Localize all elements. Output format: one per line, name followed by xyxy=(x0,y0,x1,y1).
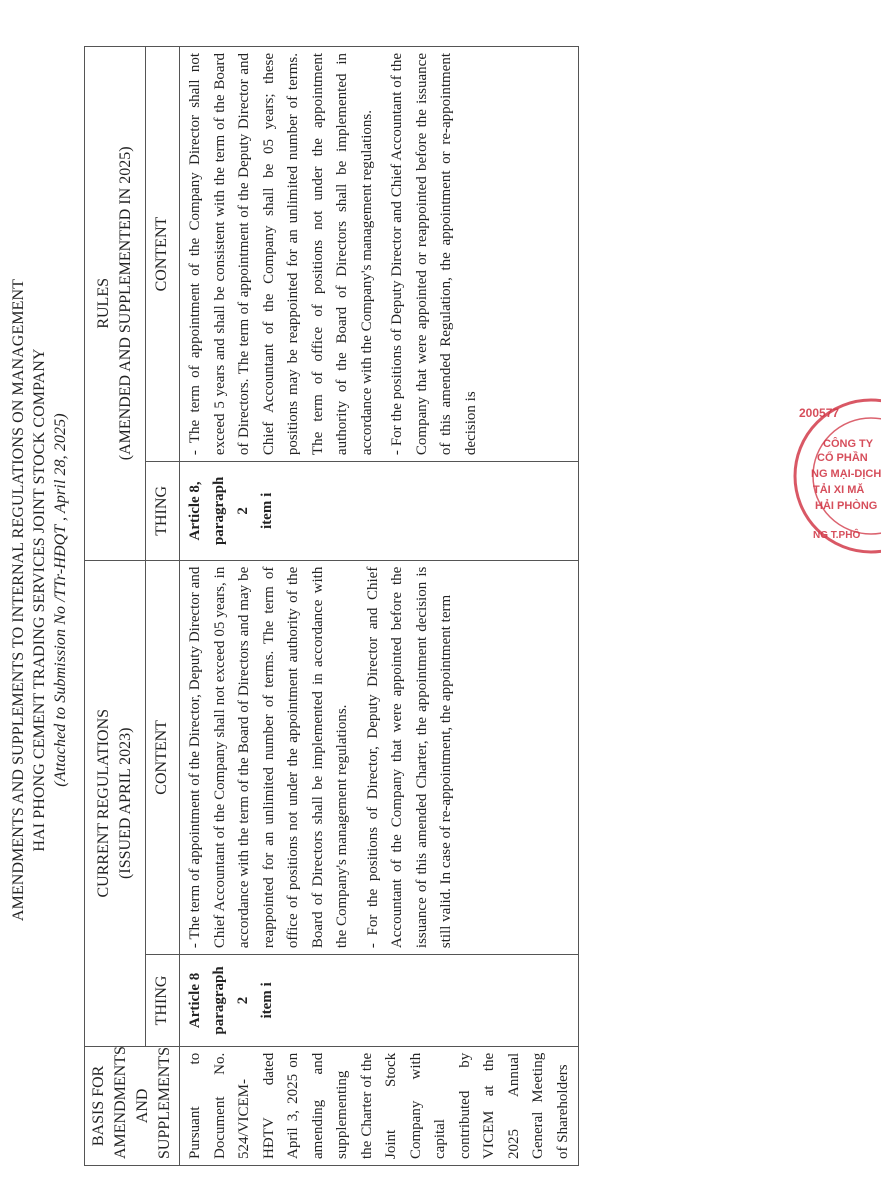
current-thing-header: THING xyxy=(145,955,179,1047)
rules-reference-cell xyxy=(180,462,579,561)
rules-header xyxy=(85,47,146,561)
rules-paragraph: paragraph xyxy=(211,476,227,546)
rules-thing-header: THING xyxy=(145,462,179,561)
header-title: AMENDMENTS AND SUPPLEMENTS TO INTERNAL REGULATIONS ON MANAGEMENT xyxy=(10,278,27,922)
current-header-issued: (ISSUED APRIL 2023) xyxy=(116,727,134,879)
current-article: Article 8 xyxy=(187,972,203,1029)
document-header xyxy=(8,24,71,1176)
seal-code: 200577 xyxy=(799,406,840,420)
current-content-paragraph-2: - For the positions of Director, Deputy Director and Chief Accountant of the Company that were appointed before the issuance of this amended Charter, the appointment decision is still valid. In case of re-appointment, the appointment term xyxy=(364,566,454,949)
rules-header-title: RULES xyxy=(94,278,112,329)
seal-line-company: CÔNG TY xyxy=(823,438,874,450)
rules-content-header: CONTENT xyxy=(145,47,179,462)
header-company: HAI PHONG CEMENT TRADING SERVICES JOINT STOCK COMPANY xyxy=(31,348,48,852)
seal-line-joint-stock: CỔ PHẦN xyxy=(817,452,868,464)
current-reference-cell xyxy=(180,955,579,1047)
table-header-row xyxy=(85,47,146,1166)
current-item: item i xyxy=(259,982,275,1019)
rules-header-amended: (AMENDED AND SUPPLEMENTED IN 2025) xyxy=(116,146,134,461)
seal-line-cement: TẢI XI MĂ xyxy=(813,484,865,496)
rules-paragraph-number: 2 xyxy=(235,507,251,515)
current-paragraph: paragraph xyxy=(211,966,227,1035)
current-header-title: CURRENT REGULATIONS xyxy=(94,708,112,898)
current-content-cell xyxy=(180,560,579,954)
rules-content-paragraph-1: - The term of appointment of the Company Director shall not exceed 5 years and shall be consistent with the term of the Board of Directors. The term of appointment of the Deputy Director and Chief Accountant of the Company shall be 05 years; these positions may be reappointed for an unlimited number of terms. The term of office of positions not under the appointment authority of the Board of Directors shall be implemented in accordance with the Company's management regulations. xyxy=(187,53,375,456)
table-subheader-row xyxy=(145,47,179,1166)
current-content-paragraph-1: - The term of appointment of the Director, Deputy Director and Chief Accountant of the Company shall not exceed 05 years, in accordance with the term of the Board of Directors and may be reappointed for an unlimited number of terms. The term of office of positions not under the appointment authority of the Board of Directors shall be implemented in accordance with the Company's management regulations. xyxy=(187,566,350,949)
current-paragraph-number: 2 xyxy=(235,996,251,1005)
seal-line-city: NG T.PHÔ xyxy=(813,530,861,541)
basis-cell: Pursuant to Document No. 524/VICEM-HĐTV dated April 3, 2025 on amending and supplementing the Charter of the Joint Stock Company with capital contributed by VICEM at the 2025 Annual General Meeting of Shareholders xyxy=(180,1046,579,1165)
seal-line-haiphong: HẢI PHÒNG xyxy=(815,500,878,512)
current-content-header: CONTENT xyxy=(145,560,179,954)
rules-content-cell xyxy=(180,47,579,462)
header-attachment-note: (Attached to Submission No /TTr-HĐQT , April 28, 2025) xyxy=(52,413,69,787)
amendments-table xyxy=(84,46,579,1166)
rules-item: item i xyxy=(259,492,275,529)
table-row xyxy=(180,47,579,1166)
basis-header: BASIS FOR AMENDMENTS AND SUPPLEMENTS xyxy=(85,1046,180,1165)
rules-article: Article 8, xyxy=(187,481,203,541)
current-regulations-header xyxy=(85,560,146,1046)
rotated-document xyxy=(8,24,840,1176)
seal-line-trading: NG MẠI-DỊCH xyxy=(811,468,881,480)
rules-content-paragraph-2: - For the positions of Deputy Director and Chief Accountant of the Company that were appointed or reappointed before the issuance of this amended Regulation, the appointment or re-appointment decision is xyxy=(389,53,479,456)
